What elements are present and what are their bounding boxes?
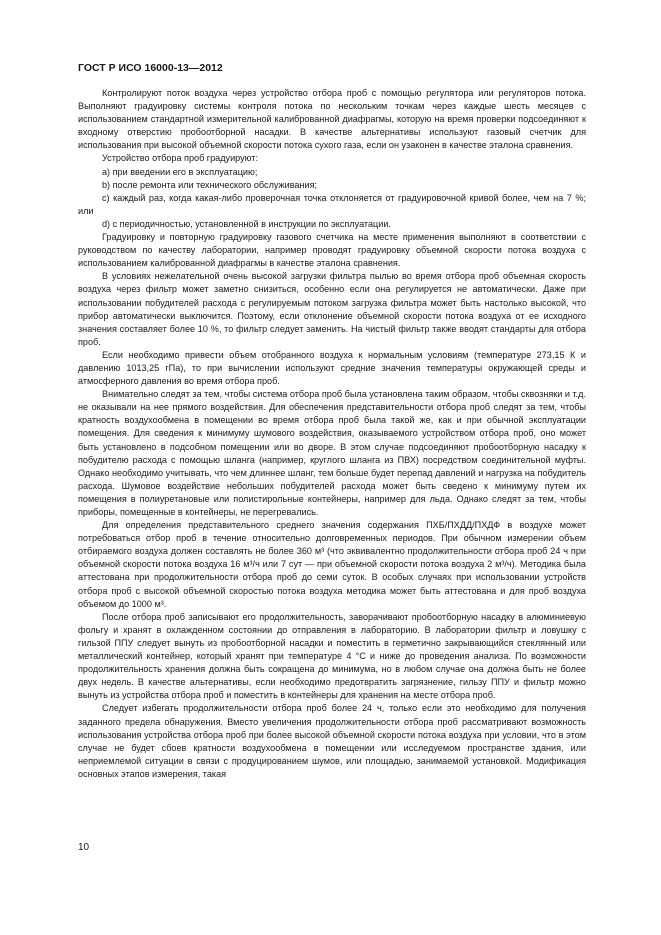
paragraph: Внимательно следят за тем, чтобы система отбора проб была установлена таким образом, чтобы сквозняки и т.д. не оказывали на нее прямого воздействия. Для обеспечения представительности отбора проб следят за тем, чтобы кратность воздухообмена в помещении во время отбора проб была такой же, как и при обычной эксплуатации помещения. Для сведения к минимуму шумового воздействия, оказываемого устройством отбора проб, оно может быть установлено в подсобном помещении или во дворе. В этом случае подсоединяют пробоотборную насадку к побудителю расхода с помощью шланга (например, круглого шланга из ПВХ) посредством соединительной муфты. Однако необходимо учитывать, что чем длиннее шланг, тем больше будет перепад давлений и нагрузка на побудитель расхода. Шумовое воздействие небольших побудителей расхода может быть сведено к минимуму путем их помещения в полиуретановые или полистирольные контейнеры, например для льда. Однако следят за тем, чтобы приборы, помещенные в контейнеры, не перегревались. xyxy=(78,389,586,517)
paragraph: Контролируют поток воздуха через устройство отбора проб с помощью регулятора или регуляторов потока. Выполняют градуировку системы контроля потока по нескольким точкам через каждые шесть месяцев с использованием стандартной измерительной калиброванной диафрагмы, которую на время проверки подсоединяют к входному отверстию пробоотборной насадки. В качестве альтернативы используют газовый счетчик для использования при высокой объемной скорости потока сухого газа, если он узаконен в качестве эталона сравнения. xyxy=(78,88,586,151)
paragraph: Для определения представительного среднего значения содержания ПХБ/ПХДД/ПХДФ в воздухе может потребоваться отбор проб в течение относительно долговременных периодов. При обычном измерении объем отбираемого воздуха должен составлять не более 360 м³ (что эквивалентно продолжительности отбора проб 24 ч при объемной скорости потока воздуха 16 м³/ч или 7 сут — при объемной скорости потока воздуха 2 м³/ч). Методика была аттестована при продолжительности отбора проб до семи суток. В особых случаях при использовании устройств отбора проб с высокой объемной скоростью потока воздуха методика может быть аттестована и для проб воздуха объемом до 1000 м³. xyxy=(78,520,586,609)
paragraph: Градуировку и повторную градуировку газового счетчика на месте применения выполняют в соответствии с руководством по качеству лаборатории, например проводят градуировку объемной скорости потока воздуха с использованием калиброванной диафрагмы в качестве эталона сравнения. xyxy=(78,232,586,269)
list-item: d) с периодичностью, установленной в инструкции по эксплуатации. xyxy=(102,218,391,229)
body-text xyxy=(78,87,586,781)
list-item: a) при введении его в эксплуатацию; xyxy=(102,166,258,177)
list-item: b) после ремонта или технического обслуживания; xyxy=(102,179,318,190)
paragraph: Если необходимо привести объем отобранного воздуха к нормальным условиям (температуре 273,15 К и давлению 1013,25 гПа), то при вычислении используют средние значения температуры окружающей среды и атмосферного давления во время отбора проб. xyxy=(78,349,586,387)
document-header: ГОСТ Р ИСО 16000-13—2012 xyxy=(78,62,223,74)
list-item: c) каждый раз, когда какая-либо проверочная точка отклоняется от градуировочной кривой более, чем на 7 %; или xyxy=(78,192,586,216)
paragraph: В условиях нежелательной очень высокой загрузки фильтра пылью во время отбора проб объемная скорость воздуха через фильтр может заметно снизиться, особенно если она регулируется не автоматически. Даже при использовании побудителей расхода с регулируемым потоком загрузка фильтра может быть настолько высокой, что прибор автоматически выключится. Поэтому, если отклонение объемной скорости потока воздуха от ее исходного значения составляет более 10 %, то фильтр следует заменить. На чистый фильтр также вводят стандарты для отбора проб. xyxy=(78,271,586,347)
page-number: 10 xyxy=(78,842,90,853)
paragraph: После отбора проб записывают его продолжительность, заворачивают пробоотборную насадку в алюминиевую фольгу и хранят в охлажденном состоянии до отправления в лабораторию. В лаборатории фильтр и ловушку с гильзой ППУ следует вынуть из пробоотборной насадки и поместить в герметично закрывающийся стеклянный или металлический контейнер, который хранят при температуре 4 °С и ниже до проведения анализа. По возможности продолжительность хранения должна быть сокращена до минимума, но в любом случае она должна быть не более двух недель. В качестве альтернативы, если необходимо предотвратить загрязнение, гильзу ППУ и фильтр можно вынуть из устройства отбора проб и поместить в контейнеры для хранения на месте отбора проб. xyxy=(78,611,586,701)
paragraph: Следует избегать продолжительности отбора проб более 24 ч, только если это необходимо для получения заданного предела обнаружения. Вместо увеличения продолжительности отбора проб рассматривают возможность использования устройства отбора проб при более высокой объемной скорости потока воздуха при условии, что в этом случае не будет сбоев кратности воздухообмена в помещении или исследуемом пространстве здания, или неприемлемой ситуации в связи с продуцированием шумов, или площадью, занимаемой установкой. Модификация основных этапов измерения, такая xyxy=(78,703,586,779)
paragraph: Устройство отбора проб градуируют: xyxy=(102,153,258,164)
